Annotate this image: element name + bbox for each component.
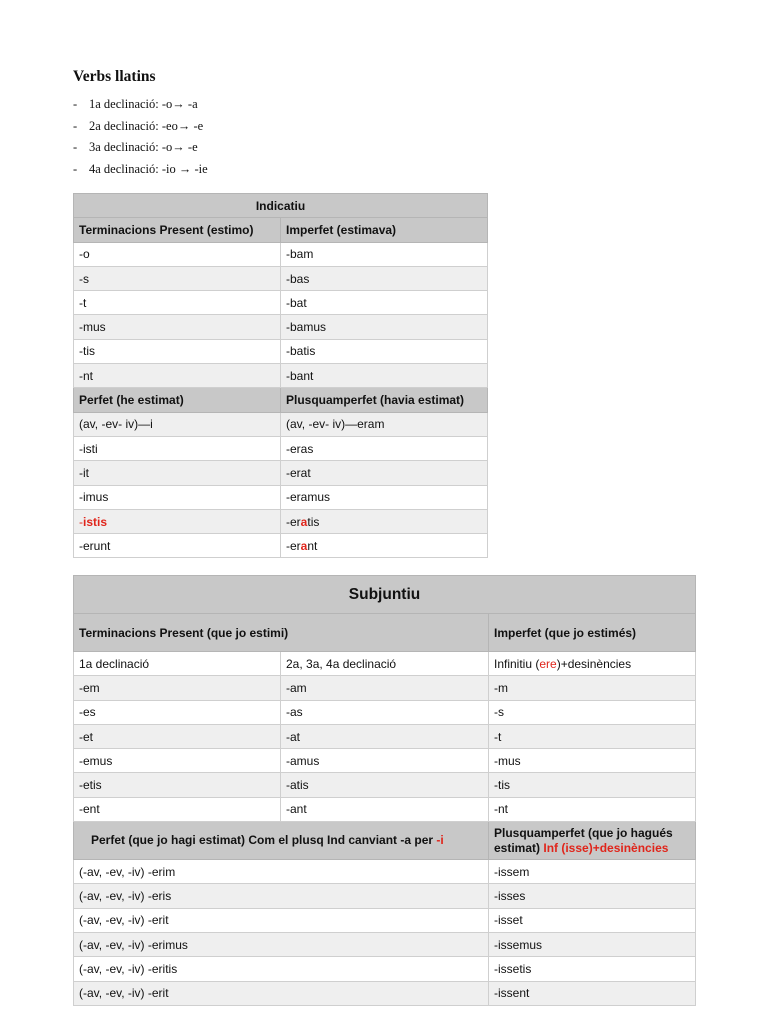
table-row: (-av, -ev, -iv) -erit -isset: [74, 908, 696, 932]
table-row: (-av, -ev, -iv) -erimus -issemus: [74, 932, 696, 956]
table-row: -tis -batis: [74, 339, 488, 363]
column-header: Perfet (he estimat): [74, 388, 281, 412]
column-header: Imperfet (estimava): [281, 218, 488, 242]
column-header: Terminacions Present (que jo estimi): [74, 614, 489, 652]
table-row: -es -as -s: [74, 700, 696, 724]
table-row: (-av, -ev, -iv) -eritis -issetis: [74, 957, 696, 981]
table-row: -it -erat: [74, 461, 488, 485]
table-row: -imus -eramus: [74, 485, 488, 509]
table-row: (-av, -ev, -iv) -erit -issent: [74, 981, 696, 1005]
column-header: Imperfet (que jo estimés): [489, 614, 696, 652]
table-row: -s -bas: [74, 266, 488, 290]
table-title: Indicatiu: [74, 194, 488, 218]
column-header: Perfet (que jo hagi estimat) Com el plusq Ind canviant -a per -i: [74, 822, 489, 860]
table-row: (av, -ev- iv)—i (av, -ev- iv)—eram: [74, 412, 488, 436]
table-row: -ent -ant -nt: [74, 797, 696, 821]
table-row: -t -bat: [74, 291, 488, 315]
table-row: -etis -atis -tis: [74, 773, 696, 797]
table-row: -em -am -m: [74, 676, 696, 700]
table-row: -emus -amus -mus: [74, 749, 696, 773]
list-item: - 1a declinació: -o→ -a: [73, 97, 198, 111]
indicatiu-table: [73, 193, 488, 558]
table-row: (-av, -ev, -iv) -erim -issem: [74, 860, 696, 884]
column-header: Plusquamperfet (havia estimat): [281, 388, 488, 412]
list-item: - 2a declinació: -eo→ -e: [73, 118, 204, 133]
table-row: (-av, -ev, -iv) -eris -isses: [74, 884, 696, 908]
column-header: Plusquamperfet (que jo hagués estimat) Inf (isse)+desinències: [489, 822, 696, 860]
table-row: -istis -eratis: [74, 509, 488, 533]
table-row: -o -bam: [74, 242, 488, 266]
table-title: Subjuntiu: [74, 576, 696, 614]
subjuntiu-table: [73, 575, 696, 1006]
list-item: - 4a declinació: -io → -ie: [73, 162, 208, 177]
table-row: 1a declinació 2a, 3a, 4a declinació Infinitiu (ere)+desinències: [74, 652, 696, 676]
table-row: -isti -eras: [74, 436, 488, 460]
list-item: - 3a declinació: -o→ -e: [73, 140, 198, 155]
declension-list: [73, 95, 208, 182]
table-row: -nt -bant: [74, 364, 488, 388]
column-header: Terminacions Present (estimo): [74, 218, 281, 242]
page-title: Verbs llatins: [73, 68, 156, 85]
table-row: -mus -bamus: [74, 315, 488, 339]
table-row: -erunt -erant: [74, 534, 488, 558]
table-row: -et -at -t: [74, 724, 696, 748]
